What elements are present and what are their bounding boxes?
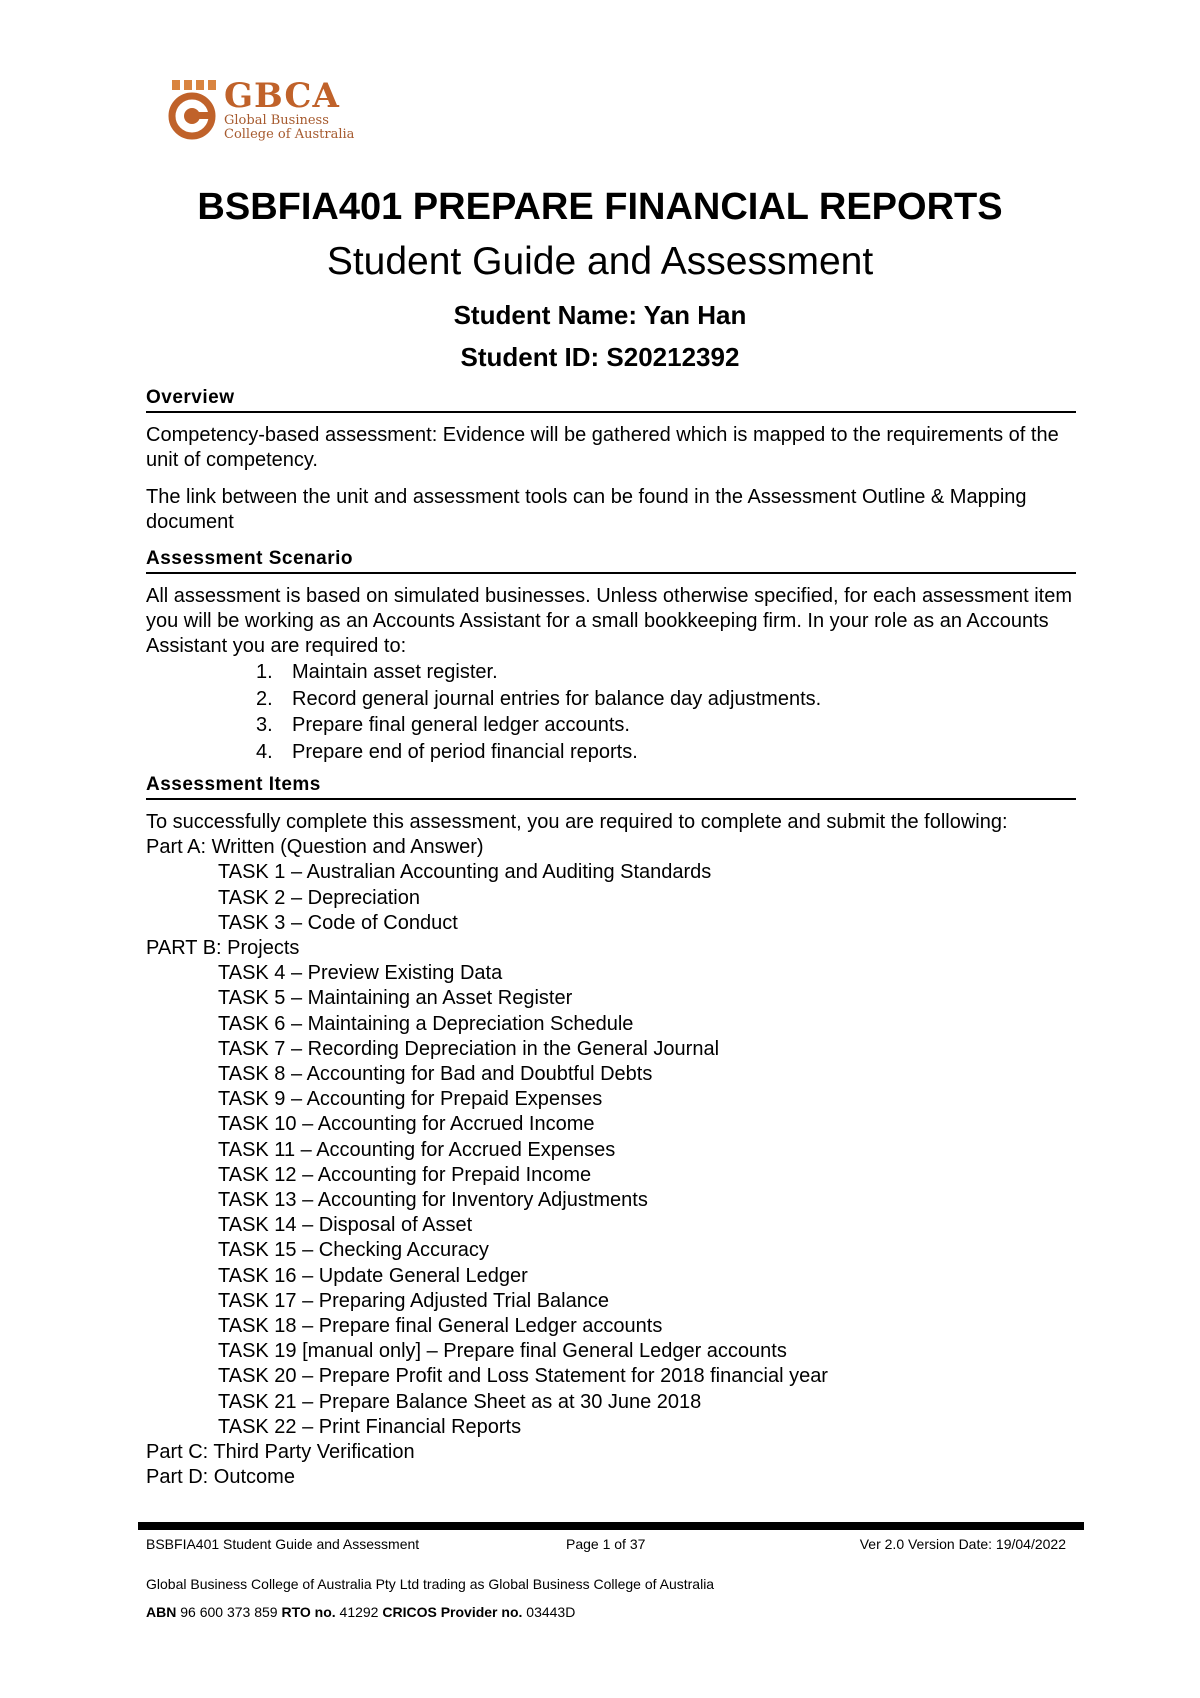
assessment-items-heading: Assessment Items bbox=[146, 773, 1076, 800]
logo-line-2: College of Australia bbox=[224, 127, 355, 142]
list-item: 4. Prepare end of period financial reports. bbox=[256, 740, 638, 763]
document-title: BSBFIA401 PREPARE FINANCIAL REPORTS bbox=[197, 186, 1003, 228]
student-id: Student ID: S20212392 bbox=[460, 342, 740, 372]
task-item: TASK 21 – Prepare Balance Sheet as at 30 June 2018 bbox=[218, 1390, 702, 1413]
overview-paragraph-2: The link between the unit and assessment tools can be found in the Assessment Outline & Mapping document bbox=[146, 486, 1027, 533]
task-item: TASK 8 – Accounting for Bad and Doubtful Debts bbox=[218, 1063, 653, 1086]
abn-label: ABN bbox=[146, 1604, 177, 1620]
gbca-emblem-icon bbox=[166, 78, 222, 140]
task-item: TASK 1 – Australian Accounting and Auditing Standards bbox=[218, 861, 712, 884]
list-item: 3. Prepare final general ledger accounts. bbox=[256, 714, 630, 736]
task-item: TASK 11 – Accounting for Accrued Expenses bbox=[218, 1138, 616, 1161]
task-item: TASK 10 – Accounting for Accrued Income bbox=[218, 1113, 595, 1136]
task-item: TASK 20 – Prepare Profit and Loss Statement for 2018 financial year bbox=[218, 1365, 828, 1388]
abn-value: 96 600 373 859 bbox=[180, 1604, 278, 1620]
task-item: TASK 13 – Accounting for Inventory Adjustments bbox=[218, 1189, 648, 1212]
task-item: TASK 17 – Preparing Adjusted Trial Balance bbox=[218, 1289, 609, 1312]
task-item: TASK 15 – Checking Accuracy bbox=[218, 1239, 489, 1262]
footer-doc-name: BSBFIA401 Student Guide and Assessment bbox=[146, 1536, 420, 1552]
scenario-heading: Assessment Scenario bbox=[146, 547, 1076, 574]
list-item: 1. Maintain asset register. bbox=[256, 661, 498, 683]
document-subtitle: Student Guide and Assessment bbox=[326, 240, 874, 283]
task-item: TASK 14 – Disposal of Asset bbox=[218, 1214, 473, 1237]
document-body bbox=[146, 386, 1076, 1490]
logo-line-1: Global Business bbox=[224, 113, 329, 128]
task-item: TASK 6 – Maintaining a Depreciation Schedule bbox=[218, 1012, 634, 1035]
task-item: TASK 12 – Accounting for Prepaid Income bbox=[218, 1163, 592, 1186]
footer-page-number: Page 1 of 37 bbox=[566, 1536, 646, 1552]
task-item: TASK 3 – Code of Conduct bbox=[218, 911, 458, 934]
task-item: TASK 7 – Recording Depreciation in the General Journal bbox=[218, 1037, 720, 1060]
footer-registration bbox=[146, 1604, 1066, 1620]
task-item: TASK 5 – Maintaining an Asset Register bbox=[218, 987, 573, 1010]
page-footer bbox=[146, 1536, 1066, 1620]
scenario-role-list bbox=[146, 659, 1076, 765]
task-item: TASK 2 – Depreciation bbox=[218, 886, 420, 909]
overview-heading: Overview bbox=[146, 386, 1076, 413]
cricos-label: CRICOS Provider no. bbox=[382, 1604, 523, 1620]
part-b-label: PART B: Projects bbox=[146, 937, 300, 960]
footer-version: Ver 2.0 Version Date: 19/04/2022 bbox=[859, 1536, 1066, 1552]
footer-divider bbox=[138, 1522, 1084, 1530]
part-d-label: Part D: Outcome bbox=[146, 1466, 295, 1489]
task-item: TASK 18 – Prepare final General Ledger accounts bbox=[218, 1315, 663, 1338]
task-item: TASK 4 – Preview Existing Data bbox=[218, 962, 503, 985]
task-item: TASK 22 – Print Financial Reports bbox=[218, 1415, 522, 1438]
task-item: TASK 16 – Update General Ledger bbox=[218, 1264, 528, 1287]
scenario-intro: All assessment is based on simulated businesses. Unless otherwise specified, for each assessment item you will be working as an Accounts Assistant for a small bookkeeping firm. In your role as an Accounts Assistant you are required to: bbox=[146, 585, 1072, 657]
logo-abbreviation: GBCA bbox=[224, 76, 340, 116]
list-item: 2. Record general journal entries for balance day adjustments. bbox=[256, 687, 822, 710]
overview-paragraph-1: Competency-based assessment: Evidence will be gathered which is mapped to the requirements of the unit of competency. bbox=[146, 424, 1059, 471]
task-item: TASK 19 [manual only] – Prepare final General Ledger accounts bbox=[218, 1340, 787, 1363]
task-item: TASK 9 – Accounting for Prepaid Expenses bbox=[218, 1088, 603, 1111]
part-c-label: Part C: Third Party Verification bbox=[146, 1441, 415, 1464]
rto-label: RTO no. bbox=[281, 1604, 336, 1620]
gbca-logo bbox=[166, 78, 366, 148]
assessment-items-intro: To successfully complete this assessment, you are required to complete and submit the following: bbox=[146, 811, 1008, 833]
rto-value: 41292 bbox=[339, 1604, 379, 1620]
part-a-label: Part A: Written (Question and Answer) bbox=[146, 836, 484, 859]
cricos-value: 03443D bbox=[526, 1604, 576, 1620]
student-name: Student Name: Yan Han bbox=[453, 300, 747, 330]
footer-organisation: Global Business College of Australia Pty Ltd trading as Global Business College of Australia bbox=[146, 1576, 715, 1592]
